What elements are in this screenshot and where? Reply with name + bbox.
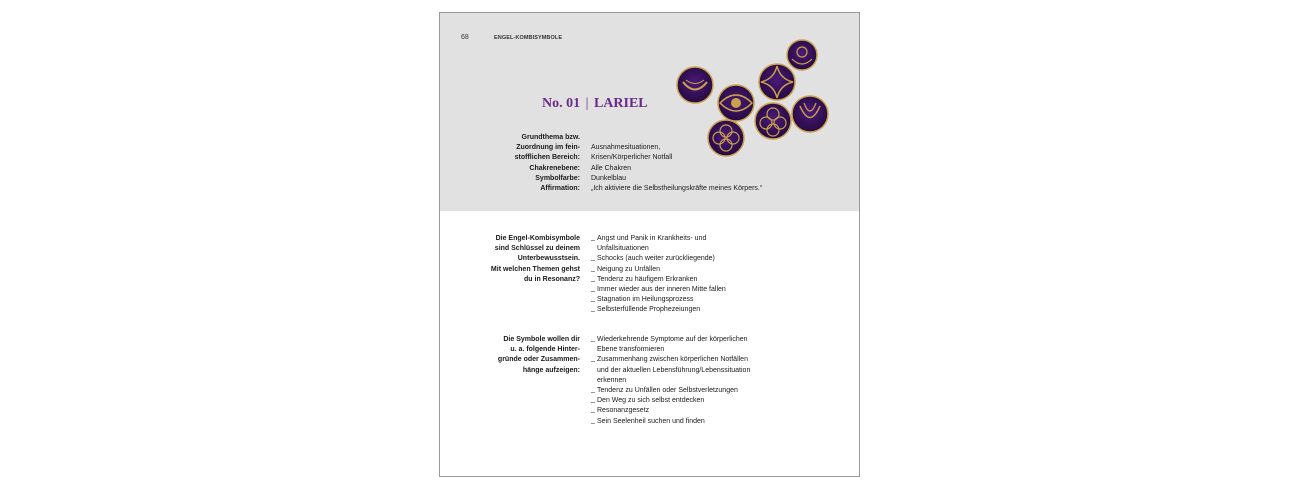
running-head: ENGEL-KOMBISYMBOLE xyxy=(494,35,563,41)
list-item: _ Sein Seelenheil suchen und finden xyxy=(591,417,831,427)
page-title xyxy=(542,96,648,112)
page-number: 68 xyxy=(461,34,469,41)
meta-value: Alle Chakren xyxy=(591,164,632,172)
heart-tulip-symbol-icon xyxy=(792,96,828,132)
list-item: _ Neigung zu Unfällen xyxy=(591,265,831,275)
meta-value xyxy=(591,133,821,143)
list-item: _ Den Weg zu sich selbst entdecken xyxy=(591,396,831,406)
meta-label: Symbolfarbe: xyxy=(535,174,580,182)
meta-label: stofflichen Bereich: xyxy=(514,154,580,162)
meta-labels xyxy=(480,133,580,194)
list-item: _ Immer wieder aus der inneren Mitte fallen xyxy=(591,285,831,295)
resonance-label: Die Engel-Kombisymbole sind Schlüssel zu deinem Unterbewusstsein. Mit welchen Themen gehst du in Resonanz? xyxy=(490,235,580,283)
list-item: _ Zusammenhang zwischen körperlichen Notfällen und der aktuellen Lebensführung/Lebenssituation erkennen xyxy=(591,355,831,386)
crest-symbol-icon xyxy=(787,40,817,70)
meta-value: „Ich aktiviere die Selbstheilungskräfte meines Körpers.“ xyxy=(591,185,763,193)
star-symbol-icon xyxy=(759,64,795,100)
meta-label: Affirmation: xyxy=(540,185,580,193)
list-item: _ Stagnation im Heilungsprozess xyxy=(591,295,831,305)
meta-label: Zuordnung im fein- xyxy=(516,144,580,152)
background-label: Die Symbole wollen dir u. a. folgende Hinter- gründe oder Zusammen- hänge aufzeigen: xyxy=(497,336,580,374)
meta-value: Dunkelblau xyxy=(591,174,627,182)
list-item: _ Schocks (auch weiter zurückliegende) xyxy=(591,254,831,264)
smile-symbol-icon xyxy=(677,67,713,103)
meta-label: Grundthema bzw. xyxy=(521,134,580,141)
meta-values xyxy=(591,133,821,194)
meta-label: Chakrenebene: xyxy=(529,164,580,172)
title-separator: | xyxy=(585,96,589,111)
title-name: LARIEL xyxy=(593,96,648,111)
meta-value: Ausnahmesituationen, xyxy=(591,144,661,152)
list-item: _ Tendenz zu häufigem Erkranken xyxy=(591,275,831,285)
book-page xyxy=(439,12,860,477)
title-number: No. 01 xyxy=(542,96,581,111)
resonance-list xyxy=(591,234,831,316)
background-list xyxy=(591,335,831,427)
list-item: _ Wiederkehrende Symptome auf der körperlichen Ebene transformieren xyxy=(591,335,831,355)
list-item: _ Tendenz zu Unfällen oder Selbstverletzungen xyxy=(591,386,831,396)
list-item: _ Selbsterfüllende Prophezeiungen xyxy=(591,305,831,315)
meta-value: Krisen/Körperlicher Notfall xyxy=(591,154,673,162)
list-item: _ Resonanzgesetz xyxy=(591,406,831,416)
list-item: _ Angst und Panik in Krankheits- und Unfallsituationen xyxy=(591,234,831,254)
eye-symbol-icon xyxy=(718,85,754,121)
